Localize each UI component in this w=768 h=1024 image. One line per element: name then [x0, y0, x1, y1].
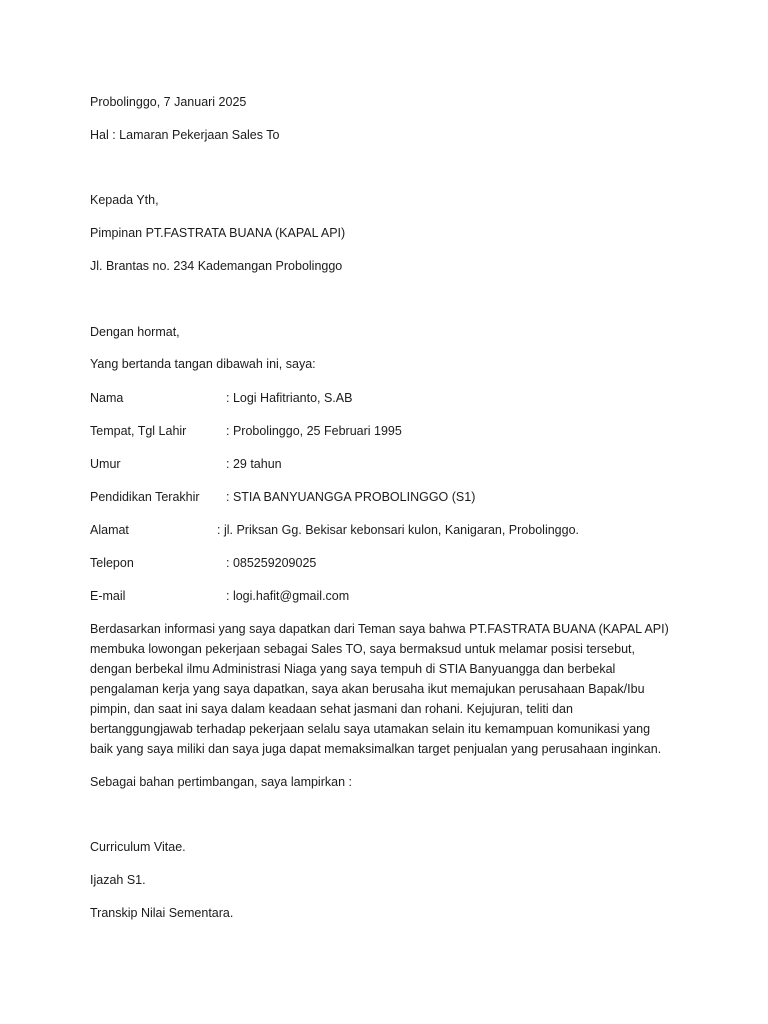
- body-line: baik yang saya miliki dan saya juga dapat memaksimalkan target penjualan yang perusahaan inginkan.: [90, 742, 662, 756]
- field-label-nama: Nama: [90, 391, 124, 405]
- body-line: pimpin, dan saat ini saya dalam keadaan sehat jasmani dan rohani. Kejujuran, teliti dan: [90, 702, 573, 716]
- field-label-telepon: Telepon: [90, 556, 134, 570]
- field-value-nama: : Logi Hafitrianto, S.AB: [226, 391, 353, 405]
- recipient-address: Jl. Brantas no. 234 Kademangan Probolinggo: [90, 259, 343, 273]
- subject-line: Hal : Lamaran Pekerjaan Sales To: [90, 128, 280, 142]
- attachments-intro: Sebagai bahan pertimbangan, saya lampirkan :: [90, 775, 352, 789]
- intro-line: Yang bertanda tangan dibawah ini, saya:: [90, 357, 316, 371]
- field-value-telepon: : 085259209025: [226, 556, 317, 570]
- body-line: pengalaman kerja yang saya dapatkan, saya akan berusaha ikut memajukan perusahaan Bapak/Ibu: [90, 682, 645, 696]
- field-label-tempat-tgl-lahir: Tempat, Tgl Lahir: [90, 424, 187, 438]
- field-value-umur: : 29 tahun: [226, 457, 282, 471]
- field-value-alamat: : jl. Priksan Gg. Bekisar kebonsari kulon, Kanigaran, Probolinggo.: [217, 523, 579, 537]
- field-label-email: E-mail: [90, 589, 126, 603]
- body-line: dengan berbekal ilmu Administrasi Niaga yang saya tempuh di STIA Banyuangga dan berbekal: [90, 662, 616, 676]
- field-label-umur: Umur: [90, 457, 121, 471]
- recipient-greeting: Kepada Yth,: [90, 193, 159, 207]
- attachment-item: Ijazah S1.: [90, 873, 146, 887]
- body-paragraph: [90, 619, 690, 759]
- field-value-pendidikan: : STIA BANYUANGGA PROBOLINGGO (S1): [226, 490, 476, 504]
- field-label-alamat: Alamat: [90, 523, 129, 537]
- body-line: bertanggungjawab terhadap pekerjaan selalu saya utamakan selain itu kemampuan komunikasi yang: [90, 722, 651, 736]
- body-line: membuka lowongan pekerjaan sebagai Sales TO, saya bermaksud untuk melamar posisi tersebut,: [90, 642, 635, 656]
- place-date: Probolinggo, 7 Januari 2025: [90, 95, 247, 109]
- field-label-pendidikan: Pendidikan Terakhir: [90, 490, 200, 504]
- field-value-email: : logi.hafit@gmail.com: [226, 589, 350, 603]
- attachment-item: Curriculum Vitae.: [90, 840, 186, 854]
- recipient-name: Pimpinan PT.FASTRATA BUANA (KAPAL API): [90, 226, 346, 240]
- field-value-tempat-tgl-lahir: : Probolinggo, 25 Februari 1995: [226, 424, 402, 438]
- salutation: Dengan hormat,: [90, 325, 180, 339]
- attachment-item: Transkip Nilai Sementara.: [90, 906, 234, 920]
- body-line: Berdasarkan informasi yang saya dapatkan dari Teman saya bahwa PT.FASTRATA BUANA (KAPAL API): [90, 622, 669, 636]
